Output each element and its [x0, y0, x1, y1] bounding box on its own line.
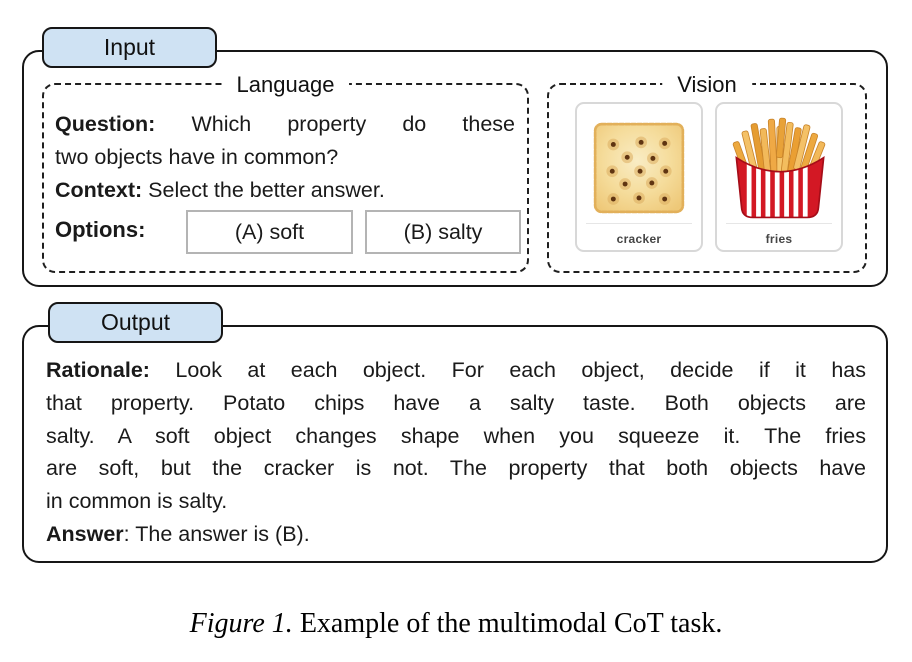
context-text: Select the better answer.: [148, 178, 385, 202]
cracker-card-label: cracker: [616, 232, 662, 246]
output-box: [22, 325, 888, 563]
card-divider: [726, 223, 832, 224]
answer-line: [46, 518, 866, 551]
rationale-line-2: that property. Potato chips have a salty taste. Both objects are: [46, 390, 866, 415]
options-label: Options:: [55, 217, 146, 242]
figure-caption-number: Figure 1.: [189, 608, 293, 639]
input-box: [22, 50, 888, 287]
question-line-2: two objects have in common?: [55, 145, 339, 169]
fries-card: [715, 102, 843, 252]
context-line: [55, 174, 515, 207]
question-label: Question:: [55, 112, 156, 136]
language-panel: [42, 72, 529, 273]
rationale-line-5: in common is salty.: [46, 489, 228, 514]
vision-panel: [547, 72, 867, 273]
rationale-label: Rationale:: [46, 358, 150, 382]
language-panel-title: Language: [222, 72, 350, 98]
output-tab: [48, 302, 223, 343]
answer-text: : The answer is (B).: [123, 521, 310, 546]
input-tab: [42, 27, 217, 68]
option-b-label: (B) salty: [403, 219, 483, 244]
answer-label: Answer: [46, 521, 124, 546]
output-tab-label: Output: [100, 309, 171, 335]
cracker-image: [593, 122, 685, 214]
question-text-1: Which property do these: [191, 112, 515, 136]
fries-image: [730, 114, 830, 220]
figure-caption-text: Example of the multimodal CoT task.: [299, 608, 723, 639]
language-panel-text: [44, 85, 527, 207]
cracker-card: [575, 102, 703, 252]
fries-card-label: fries: [765, 232, 793, 246]
vision-panel-title: Vision: [662, 72, 752, 98]
option-a-box: [186, 210, 353, 254]
rationale-text-1: Look at each object. For each object, decide if it has: [175, 358, 866, 382]
figure-caption: [0, 608, 912, 640]
output-text: [24, 327, 886, 551]
rationale-line-3: salty. A soft object changes shape when you squeeze it. The fries: [46, 423, 866, 448]
card-divider: [586, 223, 692, 224]
input-tab-label: Input: [103, 34, 156, 60]
rationale-line-1: [46, 354, 866, 387]
option-a-label: (A) soft: [234, 219, 305, 244]
question-line-1: [55, 108, 515, 141]
context-label: Context:: [55, 178, 143, 202]
option-b-box: [365, 210, 521, 254]
rationale-line-4: are soft, but the cracker is not. The property that both objects have: [46, 456, 866, 481]
